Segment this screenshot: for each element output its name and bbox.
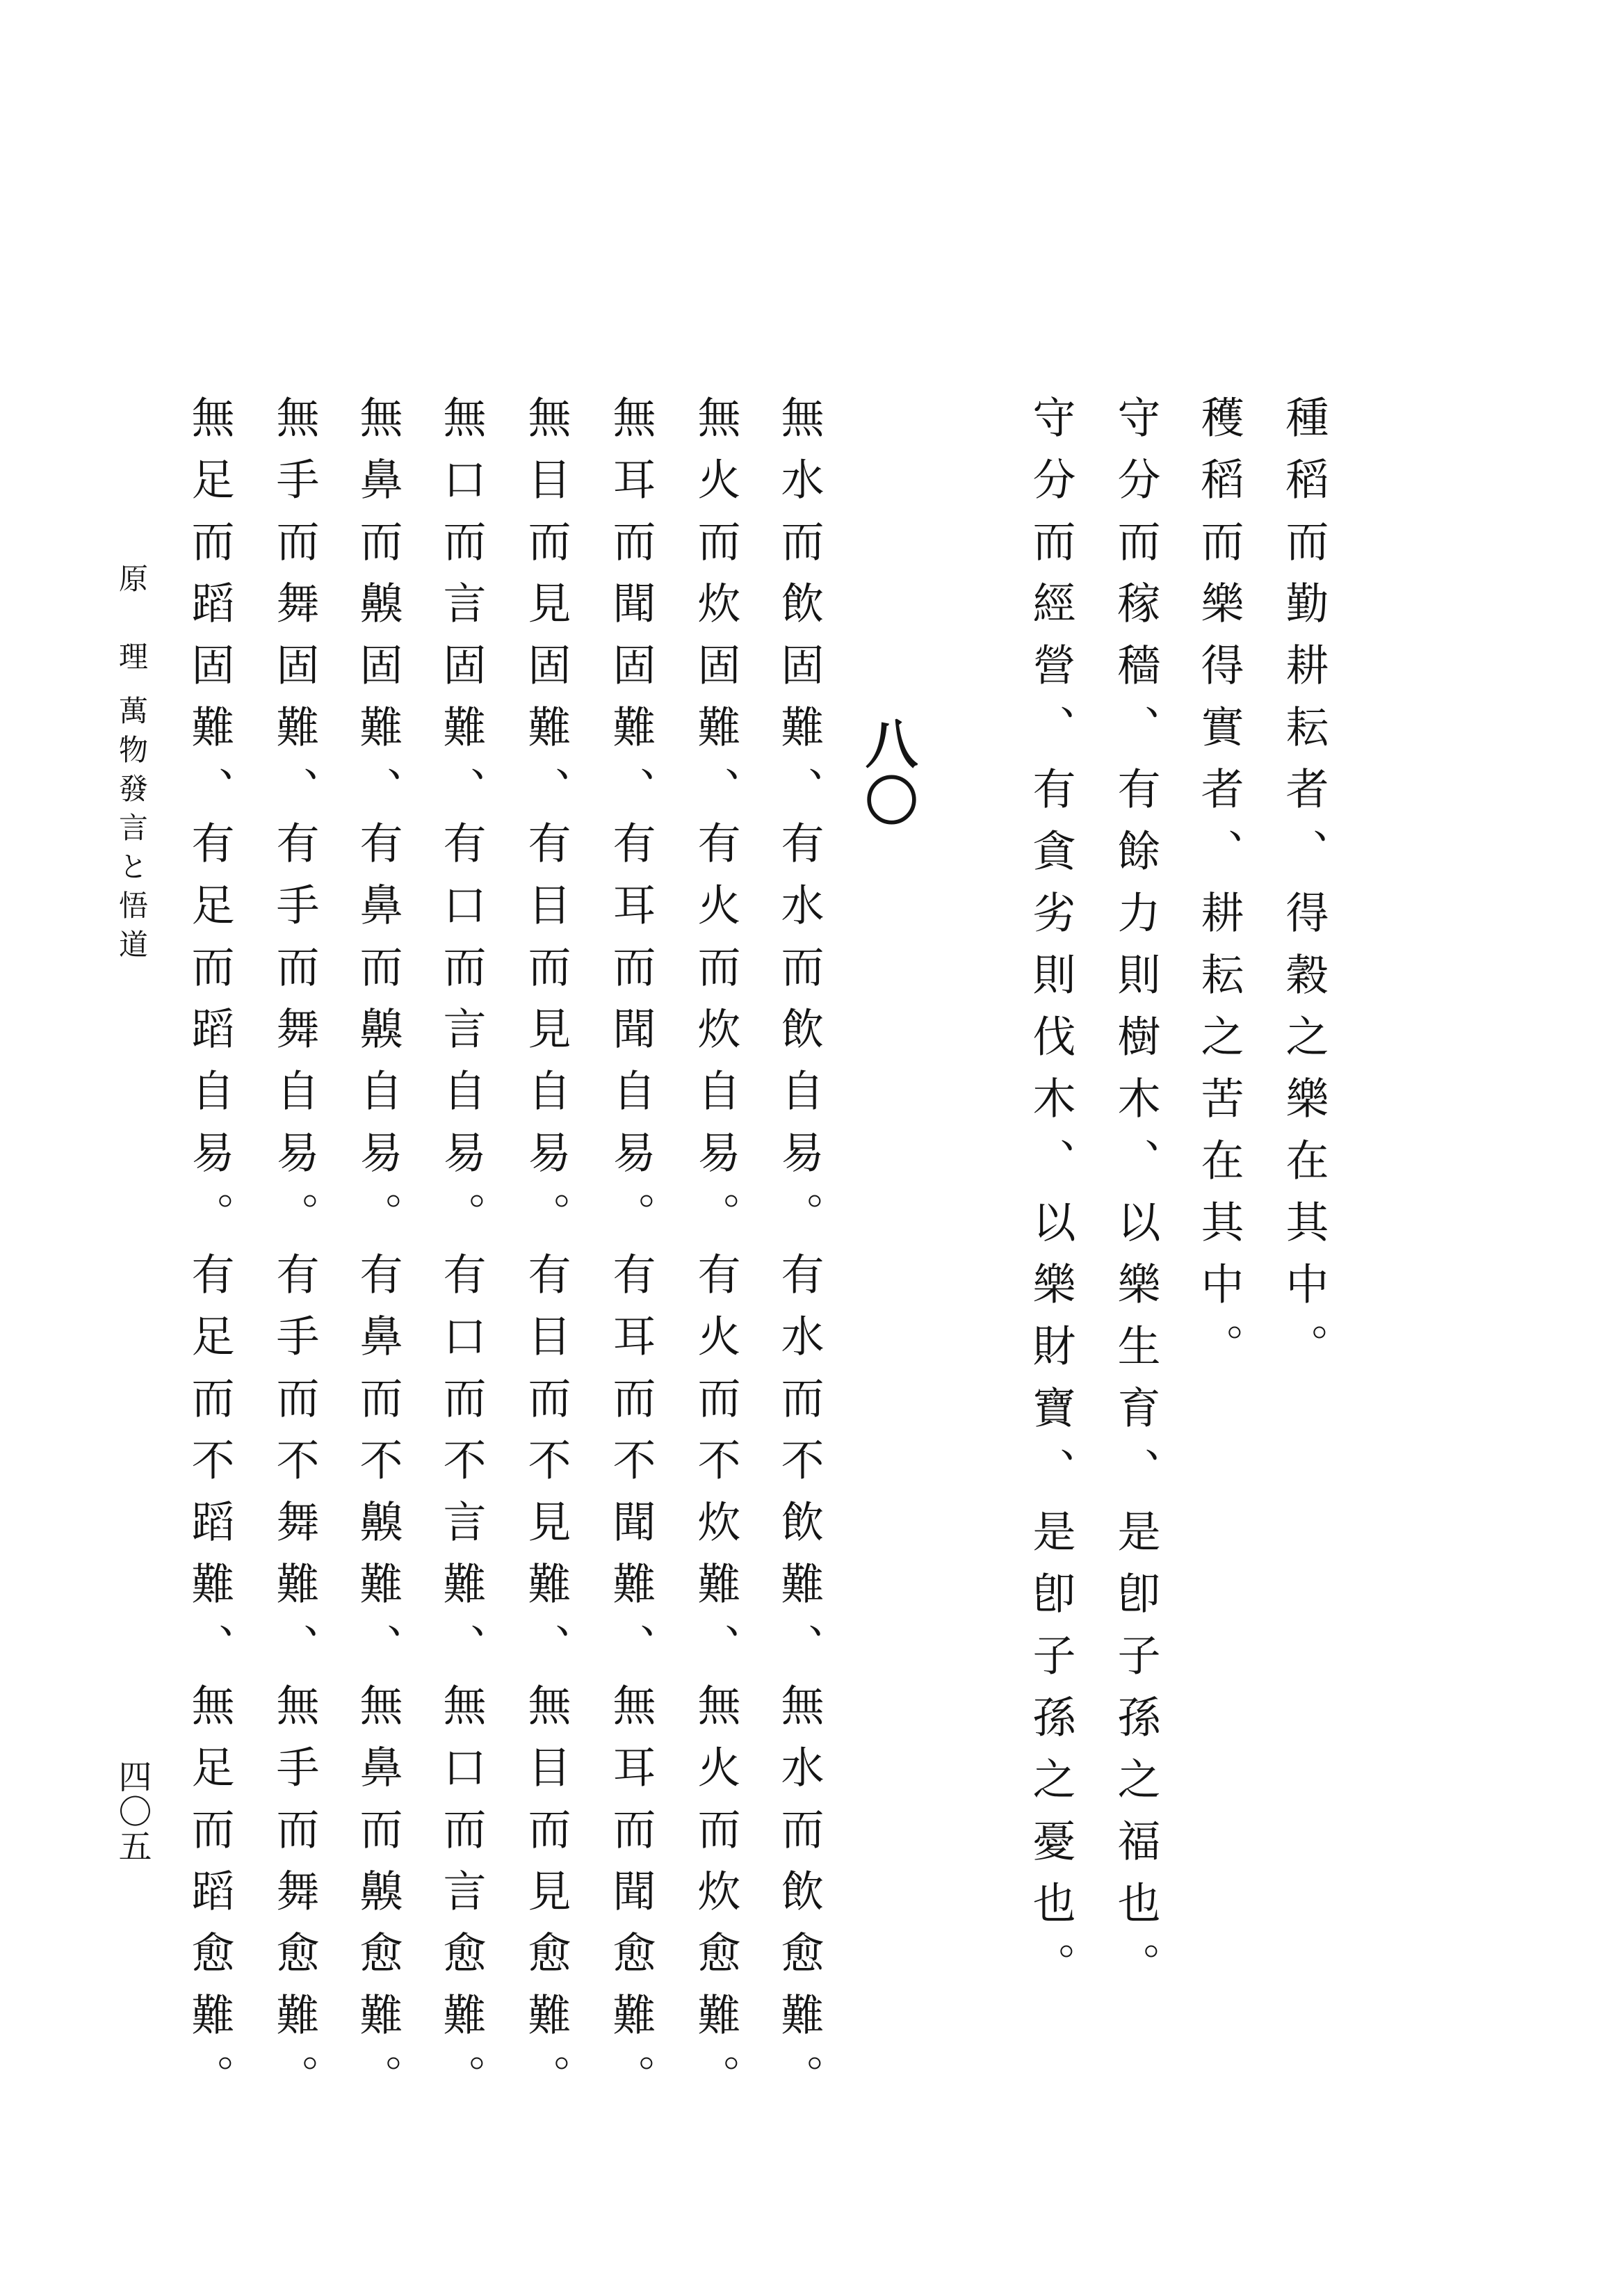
verse-line: 有足而蹈自易。 [184, 821, 235, 1254]
verse-line: 有足而不蹈難、 [184, 1252, 235, 1685]
verse-line: 無水而飲固難、 [774, 395, 825, 828]
verse-line: 有口而不言難、 [436, 1252, 487, 1685]
verse-line: 無火而炊愈難。 [690, 1683, 741, 2116]
prose-line: 種稻而勤耕耘者、得穀之樂在其中。 [1278, 395, 1329, 1385]
verse-line: 有鼻而齅自易。 [352, 821, 403, 1254]
running-header-title: 萬物發言と悟道 [115, 695, 149, 968]
verse-line: 無耳而聞固難、 [606, 395, 656, 828]
verse-line: 無足而蹈固難、 [184, 395, 235, 828]
verse-line: 無目而見愈難。 [521, 1683, 571, 2116]
verse-line: 無火而炊固難、 [690, 395, 741, 828]
verse-line: 無口而言愈難。 [436, 1683, 487, 2116]
prose-line: 守分而經營、有貪劣則伐木、以樂財寶、是卽子孫之憂也。 [1025, 395, 1076, 2004]
verse-line: 有鼻而不齅難、 [352, 1252, 403, 1685]
verse-line: 有火而不炊難、 [690, 1252, 741, 1685]
prose-line: 守分而稼穡、有餘力則樹木、以樂生育、是卽子孫之福也。 [1110, 395, 1161, 2004]
verse-line: 無手而舞固難、 [269, 395, 320, 828]
page-number: 四〇五 [113, 1759, 152, 1864]
verse-line: 有口而言自易。 [436, 821, 487, 1254]
verse-line: 有手而舞自易。 [269, 821, 320, 1254]
verse-line: 無鼻而齅愈難。 [352, 1683, 403, 2116]
verse-line: 無水而飲愈難。 [774, 1683, 825, 2116]
verse-line: 有耳而不聞難、 [606, 1252, 656, 1685]
prose-line: 穫稻而樂得實者、耕耘之苦在其中。 [1194, 395, 1244, 1385]
verse-line: 有水而飲自易。 [774, 821, 825, 1254]
verse-line: 有火而炊自易。 [690, 821, 741, 1254]
verse-line: 無耳而聞愈難。 [606, 1683, 656, 2116]
verse-line: 有目而見自易。 [521, 821, 571, 1254]
verse-line: 無足而蹈愈難。 [184, 1683, 235, 2116]
section-number: 八〇 [856, 716, 918, 830]
verse-line: 無鼻而齅固難、 [352, 395, 403, 828]
verse-line: 有耳而聞自易。 [606, 821, 656, 1254]
verse-line: 有水而不飲難、 [774, 1252, 825, 1685]
verse-line: 無目而見固難、 [521, 395, 571, 828]
verse-line: 有手而不舞難、 [269, 1252, 320, 1685]
verse-line: 有目而不見難、 [521, 1252, 571, 1685]
running-header-chapter: 原 理 [115, 563, 149, 680]
verse-line: 無口而言固難、 [436, 395, 487, 828]
verse-line: 無手而舞愈難。 [269, 1683, 320, 2116]
